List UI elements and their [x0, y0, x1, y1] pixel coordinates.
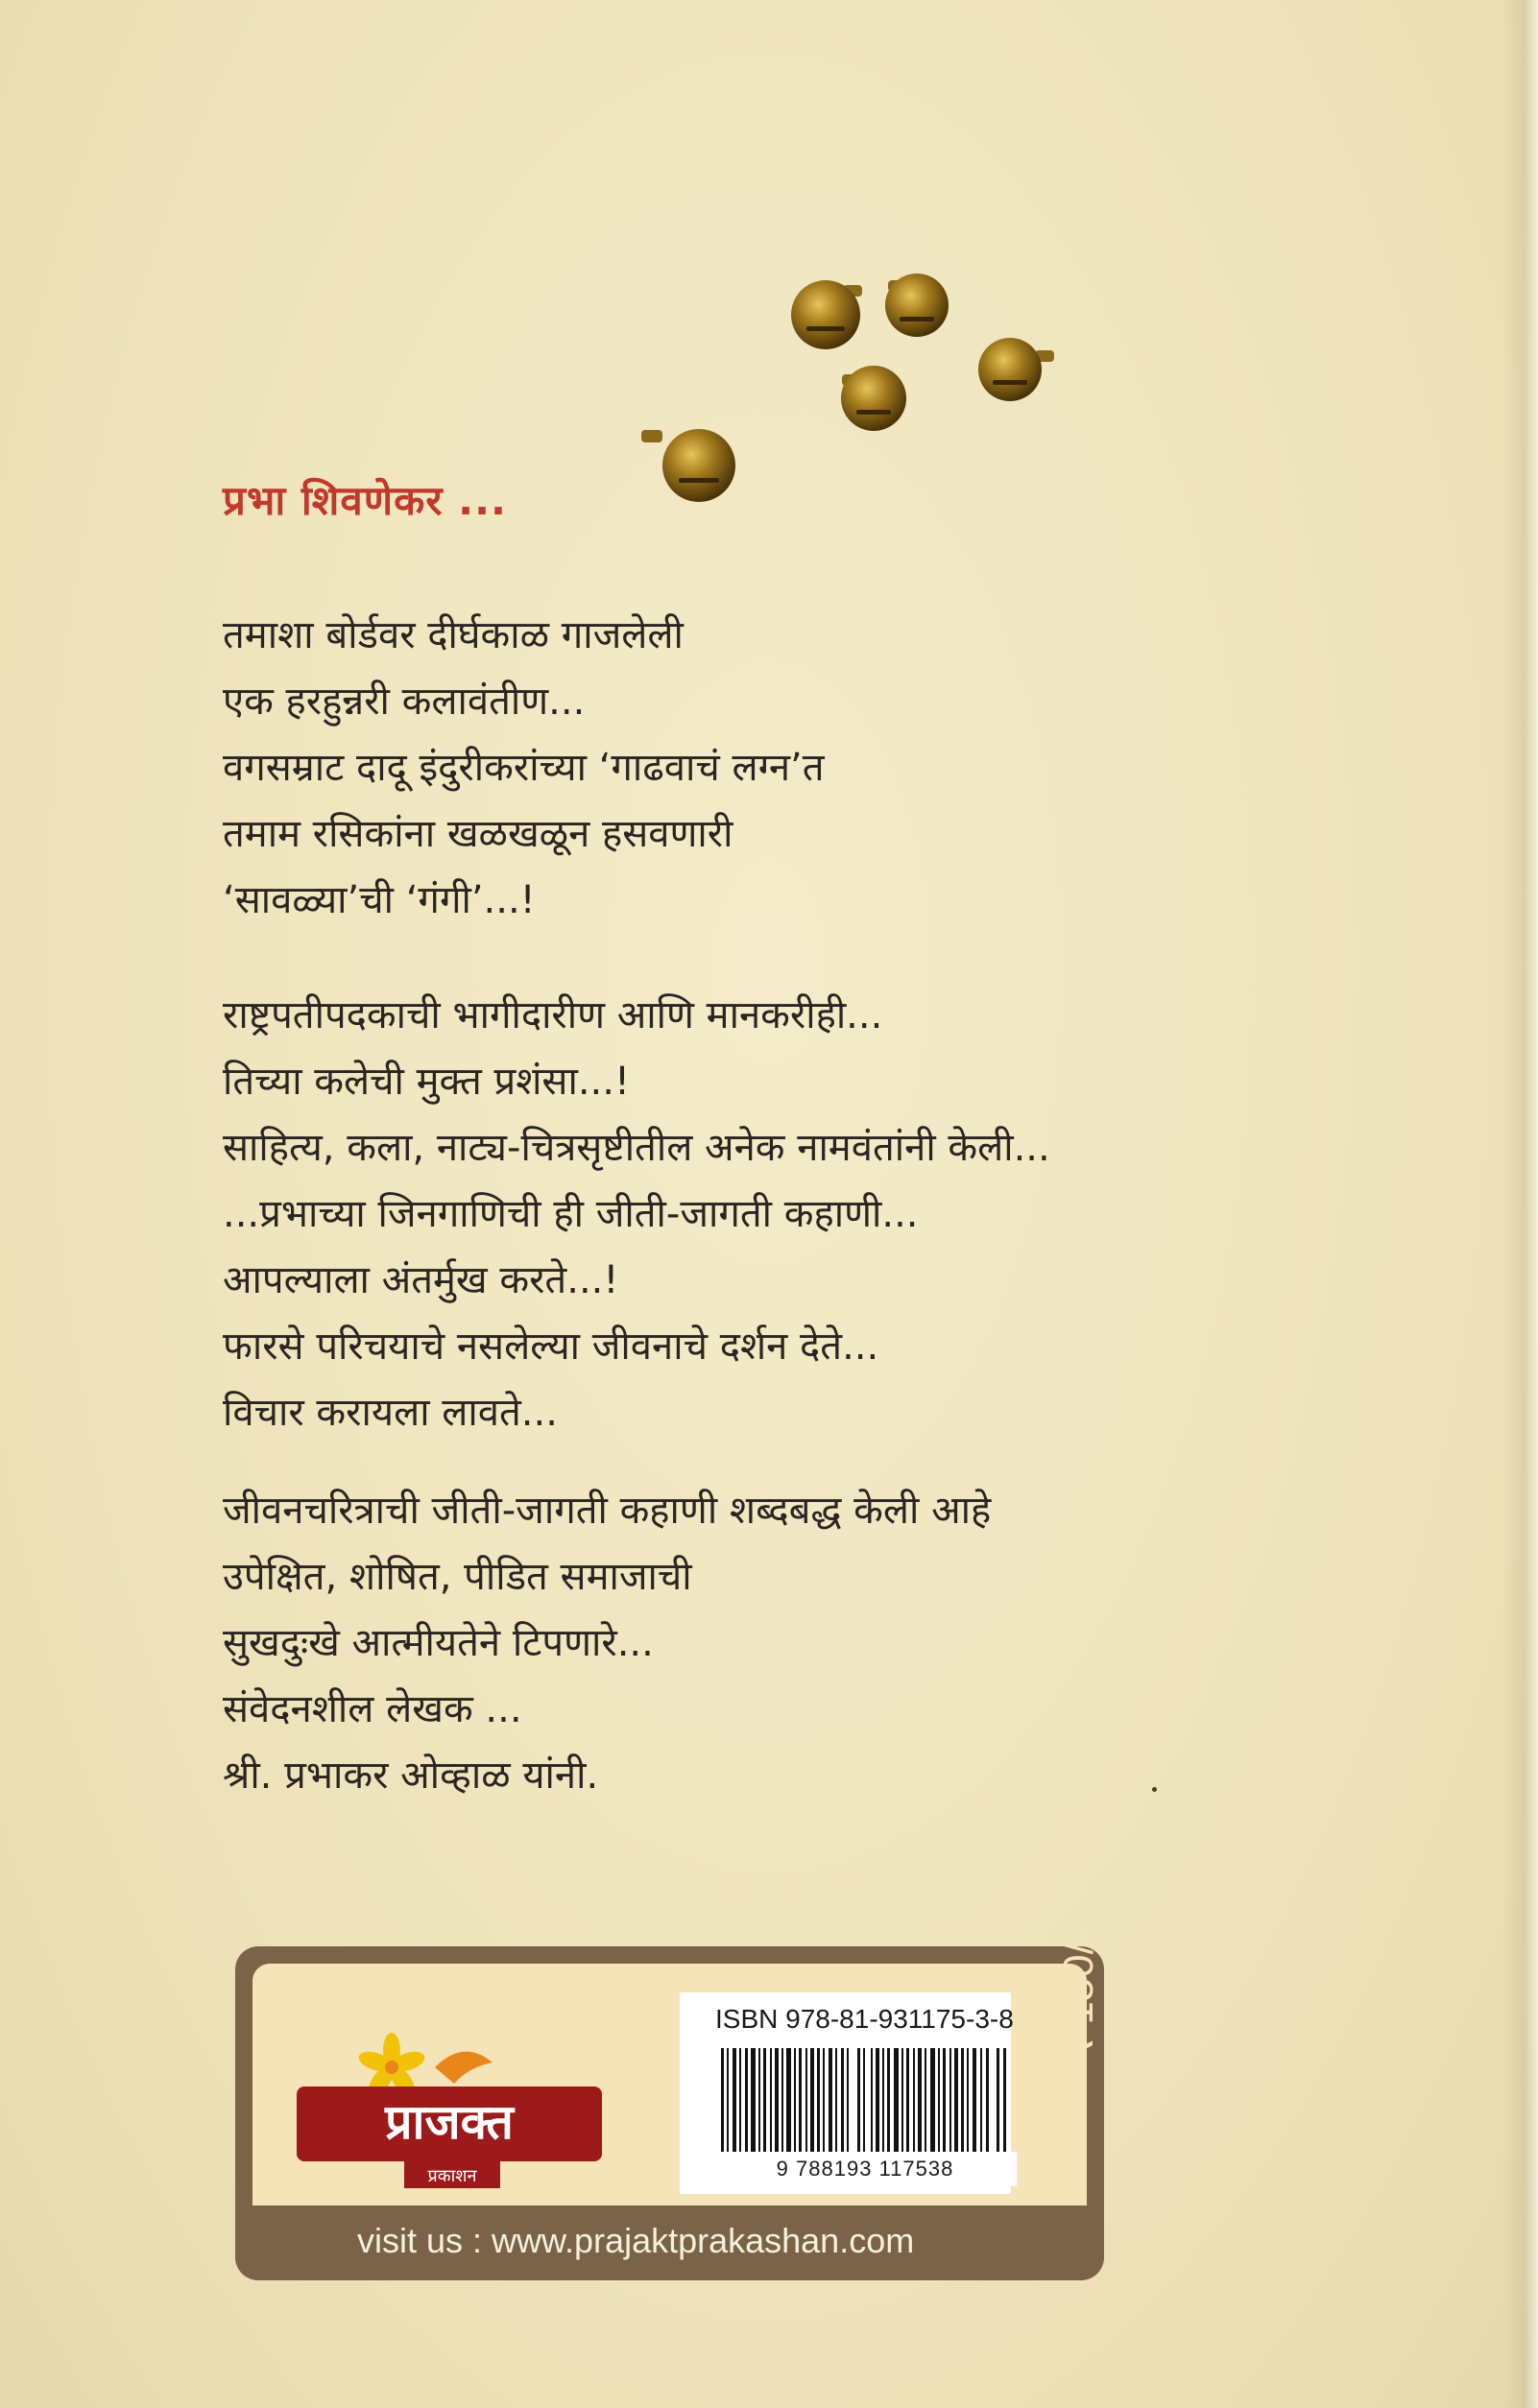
ghungroo-bell-icon: [791, 280, 862, 349]
blurb-line: विचार करायला लावते...: [223, 1391, 558, 1435]
blurb-line: तमाशा बोर्डवर दीर्घकाळ गाजलेली: [223, 613, 684, 657]
author-heading: प्रभा शिवणेकर ...: [223, 477, 508, 524]
website-link[interactable]: visit us : www.prajaktprakashan.com: [357, 2221, 915, 2260]
blurb-paragraph-1: [223, 603, 1375, 934]
logo-text: प्राजक्त: [385, 2094, 514, 2150]
blurb-line: ‘सावळ्या’ची ‘गंगी’...!: [223, 878, 536, 922]
ghungroo-bell-icon: [841, 366, 906, 431]
ghungroo-bell-icon: [978, 338, 1054, 401]
blurb-line: फारसे परिचयाचे नसलेल्या जीवनाचे दर्शन देते...: [223, 1324, 879, 1369]
blurb-line: ...प्रभाच्या जिनगाणिची ही जीती-जागती कहाणी...: [223, 1192, 919, 1236]
blurb-line: साहित्य, कला, नाट्य-चित्रसृष्टीतील अनेक नामवंतांनी केली...: [223, 1126, 1050, 1170]
price-label: ₹ 150/-: [1055, 1928, 1102, 2063]
publisher-logo: [291, 2031, 608, 2194]
blurb-line: तमाम रसिकांना खळखळून हसवणारी: [223, 812, 733, 856]
paper-speck: [1152, 1787, 1157, 1792]
blurb-line: आपल्याला अंतर्मुख करते...!: [223, 1258, 619, 1302]
blurb-line: जीवनचरित्राची जीती-जागती कहाणी शब्दबद्ध केली आहे: [223, 1489, 992, 1533]
blurb-line: श्री. प्रभाकर ओव्हाळ यांनी.: [223, 1753, 599, 1798]
blurb-line: सुखदुःखे आत्मीयतेने टिपणारे...: [223, 1621, 654, 1665]
blurb-line: उपेक्षित, शोषित, पीडित समाजाची: [223, 1555, 692, 1599]
barcode-digits: 9 788193 117538: [713, 2152, 1017, 2186]
logo-subtext: प्रकाशन: [427, 2166, 477, 2186]
blurb-paragraph-3: [223, 1478, 1375, 1809]
blurb-line: वगसम्राट दादू इंदुरीकरांच्या ‘गाढवाचं लग्न’त: [223, 746, 825, 790]
blurb-paragraph-2: [223, 983, 1375, 1446]
blurb-line: संवेदनशील लेखक ...: [223, 1687, 522, 1731]
blurb-line: राष्ट्रपतीपदकाची भागीदारीण आणि मानकरीही...: [223, 993, 883, 1037]
ghungroo-bell-icon: [885, 274, 949, 337]
blurb-line: तिच्या कलेची मुक्त प्रशंसा...!: [223, 1060, 631, 1104]
isbn-label: ISBN 978-81-931175-3-8: [715, 2004, 1014, 2034]
blurb-line: एक हरहुन्नरी कलावंतीण...: [223, 679, 586, 724]
publisher-inner-panel: [252, 1964, 1087, 2205]
ghungroo-bell-icon: [641, 429, 735, 502]
